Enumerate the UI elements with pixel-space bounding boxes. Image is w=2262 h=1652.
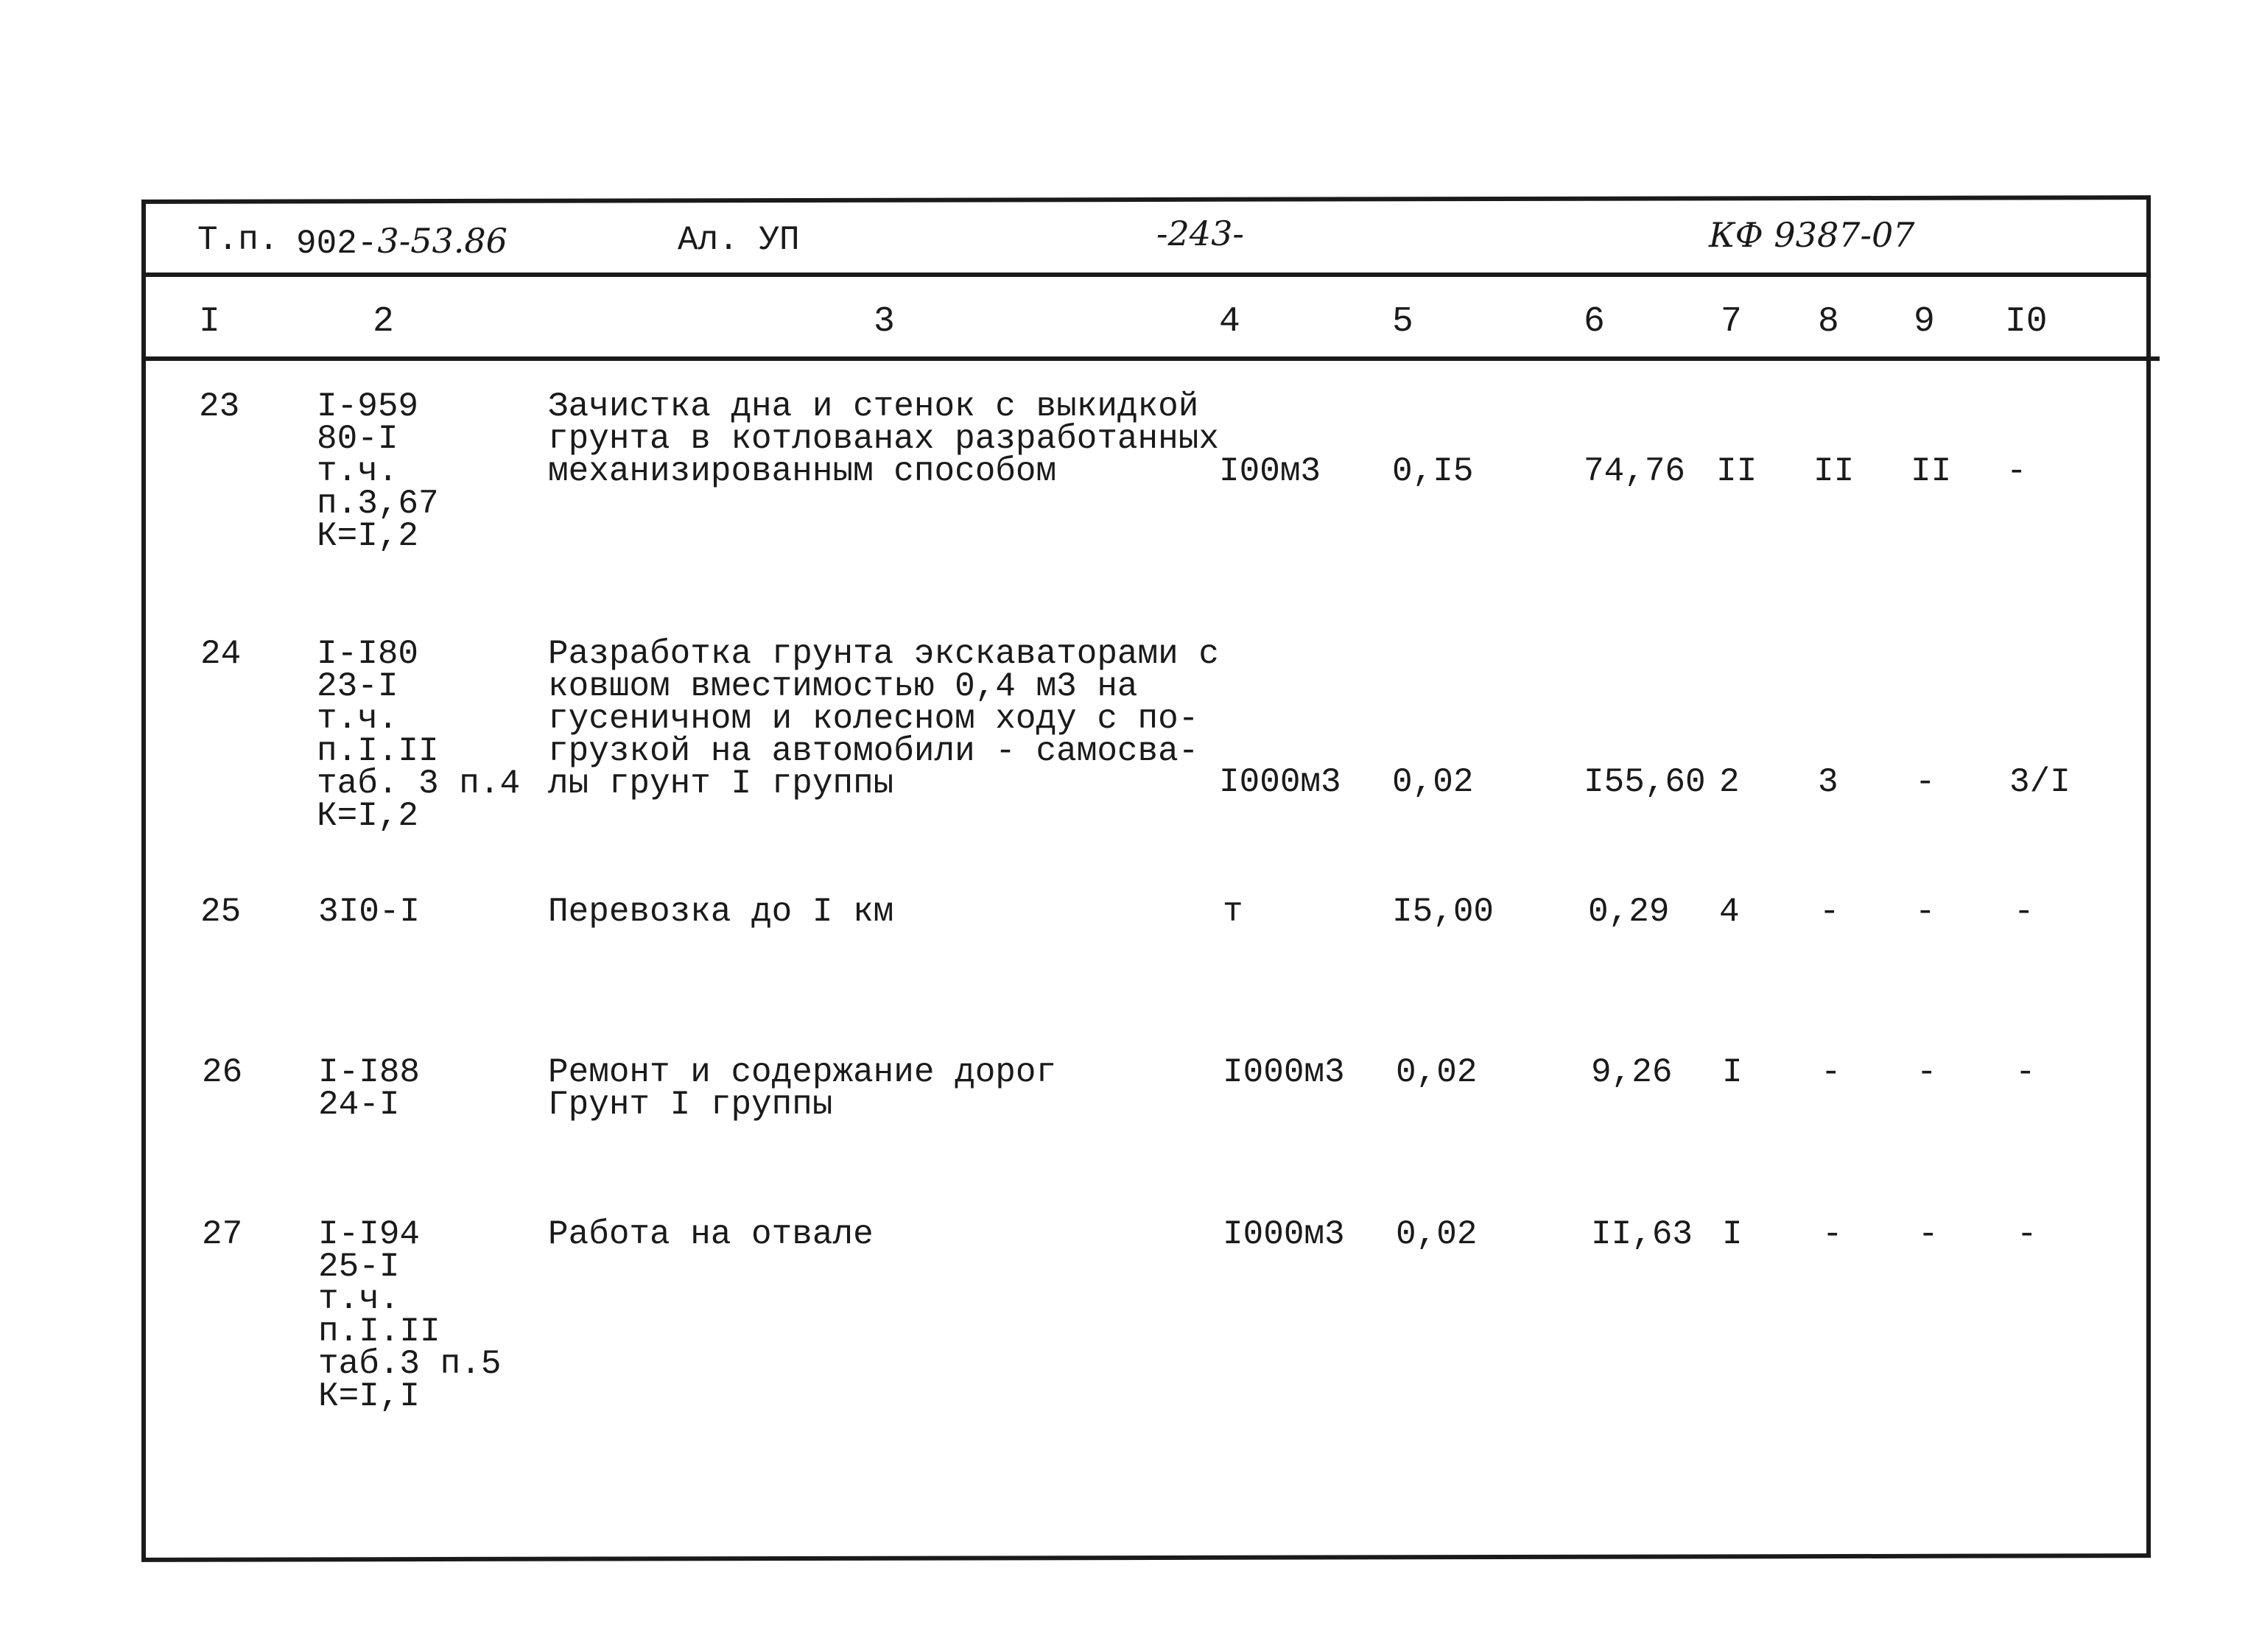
norm-code: I-I88 24-I [318, 1053, 421, 1124]
tp-number-typed: 902- [296, 225, 378, 263]
col-7-value: 2 [1719, 763, 1740, 801]
column-header-divider [141, 356, 2160, 361]
col-7-value: II [1716, 452, 1757, 491]
album-label: Ал. УП [678, 221, 800, 259]
column-header-5: 5 [1392, 302, 1413, 342]
col-9-value: - [1918, 1215, 1939, 1254]
quantity: I5,00 [1392, 893, 1494, 931]
col-10-value: - [2017, 1215, 2037, 1254]
tp-number-hand: 3-53.86 [377, 221, 507, 261]
norm-code: 3I0-I [318, 893, 421, 931]
norm-code: I-I94 25-I т.ч. п.I.II таб.3 п.5 К=I,I [318, 1215, 502, 1416]
column-header-4: 4 [1219, 302, 1240, 342]
unit: т [1223, 893, 1243, 931]
unit-price: II,63 [1591, 1215, 1693, 1254]
header-divider [141, 273, 2151, 277]
norm-code: I-I80 23-I т.ч. п.I.II таб. 3 п.4 К=I,2 [317, 635, 521, 835]
row-number: 27 [202, 1215, 243, 1254]
col-8-value: II [1813, 452, 1855, 491]
col-10-value: - [2006, 452, 2027, 491]
col-7-value: I [1722, 1215, 1743, 1254]
work-description: Перевозка до I км [548, 893, 894, 931]
tp-label: Т.п. [197, 221, 279, 259]
col-9-value: - [1915, 763, 1936, 801]
column-header-1: I [199, 302, 220, 342]
column-header-3: 3 [874, 302, 895, 342]
unit: I000м3 [1219, 763, 1341, 801]
col-7-value: 4 [1719, 893, 1740, 931]
col-8-value: 3 [1818, 763, 1838, 801]
col-9-value: - [1915, 893, 1936, 931]
column-header-9: 9 [1914, 302, 1935, 342]
quantity: 0,02 [1392, 763, 1474, 801]
col-10-value: 3/I [2009, 763, 2070, 801]
col-10-value: - [2015, 1053, 2036, 1092]
unit-price: 0,29 [1588, 893, 1670, 931]
norm-code: I-959 80-I т.ч. п.3,67 К=I,2 [317, 387, 439, 555]
unit: I000м3 [1223, 1053, 1345, 1092]
column-header-6: 6 [1584, 302, 1605, 342]
tp-number [296, 221, 507, 263]
document-code: КФ 9387-07 [1709, 215, 1915, 255]
work-description: Разработка грунта экскаваторами с ковшом вместимостью 0,4 м3 на гусеничном и колесном ходу с по- грузкой на автомобили - самосва- лы грунт I группы [548, 635, 1219, 803]
col-10-value: - [2014, 893, 2034, 931]
work-description: Зачистка дна и стенок с выкидкой грунта в котлованах разработанных механизированным способом [548, 387, 1219, 491]
quantity: 0,02 [1396, 1215, 1478, 1254]
row-number: 26 [202, 1053, 243, 1092]
col-8-value: - [1822, 1215, 1843, 1254]
unit-price: 74,76 [1584, 452, 1686, 491]
col-8-value: - [1821, 1053, 1841, 1092]
row-number: 25 [200, 893, 242, 931]
row-number: 23 [199, 387, 240, 426]
work-description: Ремонт и содержание дорог Грунт I группы [548, 1053, 1057, 1124]
column-header-8: 8 [1818, 302, 1839, 342]
row-number: 24 [200, 635, 242, 673]
quantity: 0,02 [1396, 1053, 1478, 1092]
column-header-10: I0 [2005, 302, 2048, 342]
column-header-7: 7 [1721, 302, 1742, 342]
unit: I00м3 [1219, 452, 1321, 491]
col-9-value: - [1917, 1053, 1937, 1092]
unit: I000м3 [1223, 1215, 1345, 1254]
col-7-value: I [1722, 1053, 1743, 1092]
col-9-value: II [1911, 452, 1952, 491]
unit-price: I55,60 [1584, 763, 1706, 801]
col-8-value: - [1819, 893, 1840, 931]
column-header-2: 2 [373, 302, 394, 342]
page-number: -243- [1156, 214, 1244, 253]
work-description: Работа на отвале [548, 1215, 874, 1254]
quantity: 0,I5 [1392, 452, 1474, 491]
unit-price: 9,26 [1591, 1053, 1673, 1092]
